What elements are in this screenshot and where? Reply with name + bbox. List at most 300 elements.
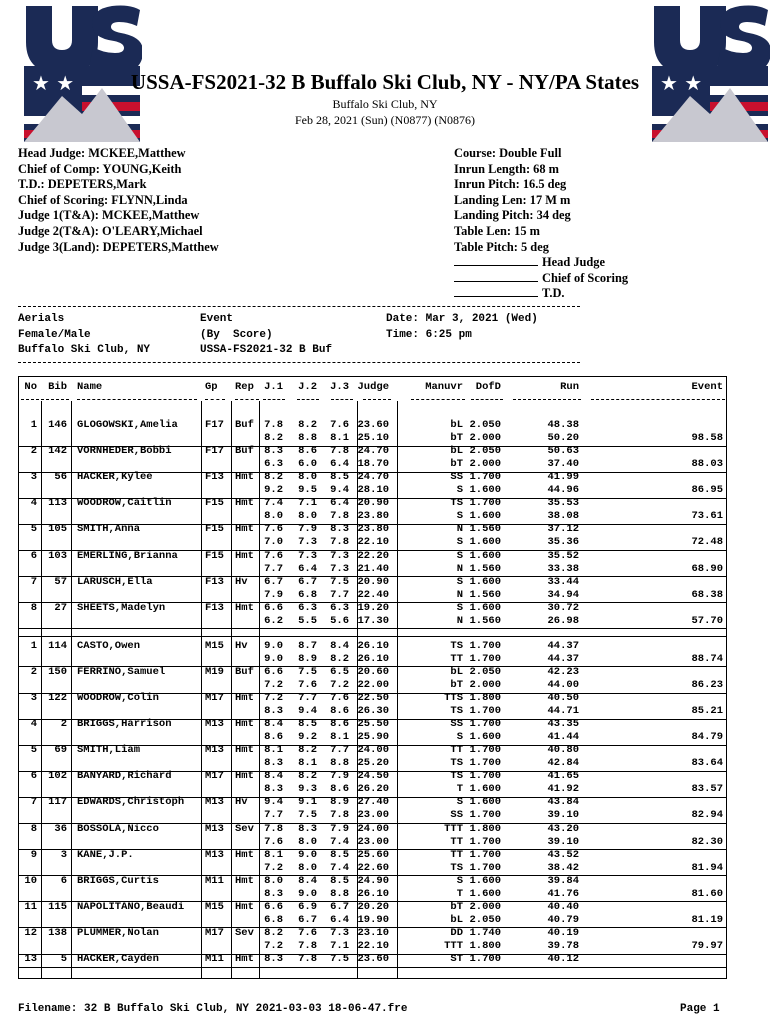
bib-number: 2 bbox=[60, 718, 67, 731]
run-score: 40.12 bbox=[547, 953, 579, 965]
judge-1-score: 9.2 bbox=[264, 484, 283, 497]
athlete-name: HACKER,Cayden bbox=[77, 953, 159, 965]
bib-number: 102 bbox=[48, 770, 67, 783]
judge-2-score: 8.0 bbox=[298, 510, 317, 523]
judge-1-score: 8.1 bbox=[264, 848, 283, 861]
degree-of-difficulty: 1.700 bbox=[469, 835, 501, 848]
age-group: F15 bbox=[205, 497, 224, 510]
degree-of-difficulty: 1.700 bbox=[469, 770, 501, 783]
judge-2-score: 7.3 bbox=[298, 536, 317, 549]
judge-2-score: 8.0 bbox=[298, 471, 317, 484]
degree-of-difficulty: 2.000 bbox=[469, 678, 501, 691]
rank-number: 5 bbox=[30, 523, 37, 536]
rank-number: 13 bbox=[24, 953, 37, 965]
column-separator bbox=[41, 401, 42, 978]
judge-1-score: 8.3 bbox=[264, 445, 283, 458]
athlete-name: FERRINO,Samuel bbox=[77, 665, 166, 678]
run-score: 26.98 bbox=[547, 614, 579, 627]
age-group: M17 bbox=[205, 926, 224, 939]
maneuver-code: T bbox=[456, 887, 463, 900]
judge-3-score: 7.3 bbox=[330, 562, 349, 575]
athlete-name: KANE,J.P. bbox=[77, 848, 134, 861]
event-score: 85.21 bbox=[691, 705, 723, 718]
degree-of-difficulty: 1.700 bbox=[469, 497, 501, 510]
club-rep: Buf bbox=[235, 445, 254, 458]
judge-2-score: 7.1 bbox=[298, 497, 317, 510]
hdr-manuvr: Manuvr bbox=[425, 381, 463, 393]
degree-of-difficulty: 1.600 bbox=[469, 796, 501, 809]
event-info-col1: Aerials Female/Male Buffalo Ski Club, NY bbox=[18, 313, 151, 357]
maneuver-code: N bbox=[456, 588, 463, 601]
judge-1-score: 7.2 bbox=[264, 939, 283, 952]
judge-1-score: 9.4 bbox=[264, 796, 283, 809]
judge-2-score: 8.5 bbox=[298, 718, 317, 731]
degree-of-difficulty: 1.700 bbox=[469, 652, 501, 665]
judge-1-score: 7.9 bbox=[264, 588, 283, 601]
degree-of-difficulty: 1.600 bbox=[469, 601, 501, 614]
judge-total: 23.00 bbox=[357, 809, 389, 822]
run-score: 44.00 bbox=[547, 678, 579, 691]
age-group: M13 bbox=[205, 822, 224, 835]
rank-number: 4 bbox=[30, 718, 37, 731]
athlete-name: NAPOLITANO,Beaudi bbox=[77, 900, 185, 913]
bib-number: 27 bbox=[54, 601, 67, 614]
judge-1-score: 7.7 bbox=[264, 809, 283, 822]
degree-of-difficulty: 1.560 bbox=[469, 523, 501, 536]
official-line: Head Judge: MCKEE,Matthew bbox=[18, 146, 186, 160]
age-group: M11 bbox=[205, 874, 224, 887]
maneuver-code: S bbox=[456, 575, 463, 588]
run-score: 41.44 bbox=[547, 731, 579, 744]
judge-total: 24.00 bbox=[357, 744, 389, 757]
judge-3-score: 6.3 bbox=[330, 601, 349, 614]
rank-number: 11 bbox=[24, 900, 37, 913]
judge-2-score: 8.2 bbox=[298, 419, 317, 431]
club-rep: Hmt bbox=[235, 549, 254, 562]
maneuver-code: SS bbox=[450, 471, 463, 484]
degree-of-difficulty: 1.560 bbox=[469, 562, 501, 575]
header-underline bbox=[591, 399, 725, 400]
event-score: 86.95 bbox=[691, 484, 723, 497]
maneuver-code: TT bbox=[450, 835, 463, 848]
athlete-name: SMITH,Anna bbox=[77, 523, 141, 536]
group-separator bbox=[19, 636, 726, 638]
signature-td: T.D. bbox=[454, 286, 565, 301]
event-score: 82.30 bbox=[691, 835, 723, 848]
footer-filename: Filename: 32 B Buffalo Ski Club, NY 2021-03-03 18-06-47.fre bbox=[18, 1003, 408, 1015]
judge-3-score: 7.3 bbox=[330, 926, 349, 939]
degree-of-difficulty: 1.800 bbox=[469, 939, 501, 952]
judge-3-score: 6.4 bbox=[330, 458, 349, 471]
degree-of-difficulty: 2.000 bbox=[469, 900, 501, 913]
judge-2-score: 6.7 bbox=[298, 575, 317, 588]
run-score: 42.23 bbox=[547, 665, 579, 678]
club-rep: Buf bbox=[235, 665, 254, 678]
athlete-name: WOODROW,Colin bbox=[77, 692, 159, 704]
degree-of-difficulty: 1.700 bbox=[469, 953, 501, 965]
rank-number: 6 bbox=[30, 549, 37, 562]
judge-1-score: 8.2 bbox=[264, 926, 283, 939]
judge-total: 23.00 bbox=[357, 835, 389, 848]
judge-2-score: 9.3 bbox=[298, 783, 317, 796]
run-score: 41.65 bbox=[547, 770, 579, 783]
signature-head-judge: Head Judge bbox=[454, 255, 605, 270]
judge-3-score: 7.8 bbox=[330, 510, 349, 523]
judge-1-score: 7.2 bbox=[264, 861, 283, 874]
maneuver-code: bT bbox=[450, 900, 463, 913]
rank-number: 1 bbox=[30, 639, 37, 652]
degree-of-difficulty: 1.700 bbox=[469, 861, 501, 874]
degree-of-difficulty: 2.050 bbox=[469, 665, 501, 678]
official-line: Judge 1(T&A): MCKEE,Matthew bbox=[18, 208, 200, 223]
run-score: 35.52 bbox=[547, 549, 579, 562]
run-score: 44.37 bbox=[547, 652, 579, 665]
maneuver-code: SS bbox=[450, 809, 463, 822]
judge-1-score: 6.2 bbox=[264, 614, 283, 627]
judge-3-score: 8.3 bbox=[330, 523, 349, 536]
athlete-name: SHEETS,Madelyn bbox=[77, 601, 166, 614]
bib-number: 36 bbox=[54, 822, 67, 835]
judge-1-score: 8.3 bbox=[264, 705, 283, 718]
judge-2-score: 8.1 bbox=[298, 757, 317, 770]
judge-3-score: 7.5 bbox=[330, 575, 349, 588]
divider bbox=[18, 306, 580, 307]
club-rep: Buf bbox=[235, 419, 254, 431]
column-separator bbox=[357, 401, 358, 978]
header-underline bbox=[21, 399, 39, 400]
event-score: 83.64 bbox=[691, 757, 723, 770]
judge-1-score: 7.6 bbox=[264, 549, 283, 562]
club-rep: Hmt bbox=[235, 848, 254, 861]
maneuver-code: S bbox=[456, 796, 463, 809]
judge-1-score: 7.7 bbox=[264, 562, 283, 575]
judge-2-score: 6.4 bbox=[298, 562, 317, 575]
judge-1-score: 6.8 bbox=[264, 913, 283, 926]
club-rep: Hmt bbox=[235, 471, 254, 484]
judge-3-score: 9.4 bbox=[330, 484, 349, 497]
judge-total: 20.60 bbox=[357, 665, 389, 678]
judge-3-score: 7.2 bbox=[330, 678, 349, 691]
judge-3-score: 8.1 bbox=[330, 432, 349, 445]
judge-total: 24.50 bbox=[357, 770, 389, 783]
rank-number: 3 bbox=[30, 471, 37, 484]
judge-total: 25.90 bbox=[357, 731, 389, 744]
judge-total: 23.80 bbox=[357, 523, 389, 536]
judge-3-score: 8.8 bbox=[330, 887, 349, 900]
maneuver-code: N bbox=[456, 614, 463, 627]
judge-total: 17.30 bbox=[357, 614, 389, 627]
club-rep: Sev bbox=[235, 822, 254, 835]
club-rep: Hmt bbox=[235, 497, 254, 510]
maneuver-code: bL bbox=[450, 419, 463, 431]
event-score: 81.60 bbox=[691, 887, 723, 900]
age-group: M15 bbox=[205, 900, 224, 913]
athlete-name: WOODROW,Caitlin bbox=[77, 497, 172, 510]
maneuver-code: ST bbox=[450, 953, 463, 965]
divider bbox=[18, 362, 580, 363]
maneuver-code: TTS bbox=[444, 692, 463, 704]
maneuver-code: S bbox=[456, 549, 463, 562]
hdr-j3: J.3 bbox=[330, 381, 349, 393]
bib-number: 138 bbox=[48, 926, 67, 939]
rank-number: 6 bbox=[30, 770, 37, 783]
judge-2-score: 8.3 bbox=[298, 822, 317, 835]
club-rep: Hmt bbox=[235, 744, 254, 757]
club-rep: Hv bbox=[235, 796, 248, 809]
judge-2-score: 7.5 bbox=[298, 665, 317, 678]
judge-total: 22.20 bbox=[357, 549, 389, 562]
hdr-judge: Judge bbox=[357, 381, 389, 393]
run-score: 42.84 bbox=[547, 757, 579, 770]
judge-3-score: 8.6 bbox=[330, 783, 349, 796]
maneuver-code: bT bbox=[450, 678, 463, 691]
event-score: 88.03 bbox=[691, 458, 723, 471]
degree-of-difficulty: 1.560 bbox=[469, 588, 501, 601]
maneuver-code: TS bbox=[450, 639, 463, 652]
rank-number: 10 bbox=[24, 874, 37, 887]
maneuver-code: TT bbox=[450, 652, 463, 665]
judge-2-score: 8.2 bbox=[298, 770, 317, 783]
age-group: M17 bbox=[205, 692, 224, 704]
official-line: Chief of Comp: YOUNG,Keith bbox=[18, 161, 182, 176]
event-score: 68.38 bbox=[691, 588, 723, 601]
official-line: Judge 3(Land): DEPETERS,Matthew bbox=[18, 239, 219, 254]
degree-of-difficulty: 2.000 bbox=[469, 458, 501, 471]
degree-of-difficulty: 1.700 bbox=[469, 718, 501, 731]
club-rep: Hmt bbox=[235, 953, 254, 965]
age-group: M15 bbox=[205, 639, 224, 652]
athlete-name: BOSSOLA,Nicco bbox=[77, 822, 159, 835]
degree-of-difficulty: 2.050 bbox=[469, 419, 501, 431]
judge-total: 21.40 bbox=[357, 562, 389, 575]
maneuver-code: TTT bbox=[444, 822, 463, 835]
judge-1-score: 9.0 bbox=[264, 639, 283, 652]
run-score: 35.36 bbox=[547, 536, 579, 549]
judge-total: 20.90 bbox=[357, 575, 389, 588]
run-score: 44.71 bbox=[547, 705, 579, 718]
age-group: F17 bbox=[205, 445, 224, 458]
run-score: 30.72 bbox=[547, 601, 579, 614]
judge-total: 24.70 bbox=[357, 445, 389, 458]
judge-1-score: 6.6 bbox=[264, 601, 283, 614]
degree-of-difficulty: 1.700 bbox=[469, 809, 501, 822]
event-score: 68.90 bbox=[691, 562, 723, 575]
judge-total: 28.10 bbox=[357, 484, 389, 497]
judge-2-score: 7.7 bbox=[298, 692, 317, 704]
run-score: 35.53 bbox=[547, 497, 579, 510]
age-group: M13 bbox=[205, 744, 224, 757]
judge-1-score: 7.6 bbox=[264, 523, 283, 536]
maneuver-code: N bbox=[456, 562, 463, 575]
bib-number: 113 bbox=[48, 497, 67, 510]
run-score: 37.40 bbox=[547, 458, 579, 471]
judge-total: 23.10 bbox=[357, 926, 389, 939]
club-rep: Hmt bbox=[235, 900, 254, 913]
age-group: M17 bbox=[205, 770, 224, 783]
age-group: F13 bbox=[205, 601, 224, 614]
degree-of-difficulty: 1.560 bbox=[469, 614, 501, 627]
degree-of-difficulty: 1.700 bbox=[469, 848, 501, 861]
club-subtitle: Buffalo Ski Club, NY bbox=[332, 97, 438, 111]
judge-3-score: 8.8 bbox=[330, 757, 349, 770]
judge-2-score: 6.8 bbox=[298, 588, 317, 601]
header-underline bbox=[205, 399, 225, 400]
signature-chief-scoring: Chief of Scoring bbox=[454, 271, 628, 286]
degree-of-difficulty: 1.800 bbox=[469, 822, 501, 835]
judge-2-score: 7.6 bbox=[298, 678, 317, 691]
judge-total: 24.90 bbox=[357, 874, 389, 887]
judge-1-score: 8.3 bbox=[264, 783, 283, 796]
maneuver-code: TS bbox=[450, 497, 463, 510]
judge-1-score: 6.3 bbox=[264, 458, 283, 471]
judge-1-score: 7.0 bbox=[264, 536, 283, 549]
athlete-name: HACKER,Kylee bbox=[77, 471, 153, 484]
bib-number: 114 bbox=[48, 639, 67, 652]
course-line: Landing Pitch: 34 deg bbox=[454, 208, 571, 223]
club-rep: Hmt bbox=[235, 692, 254, 704]
maneuver-code: S bbox=[456, 510, 463, 523]
degree-of-difficulty: 2.050 bbox=[469, 445, 501, 458]
header-underline bbox=[263, 399, 285, 400]
degree-of-difficulty: 1.700 bbox=[469, 757, 501, 770]
header-underline bbox=[513, 399, 581, 400]
judge-2-score: 9.1 bbox=[298, 796, 317, 809]
judge-1-score: 8.1 bbox=[264, 744, 283, 757]
degree-of-difficulty: 1.740 bbox=[469, 926, 501, 939]
hdr-run: Run bbox=[560, 381, 579, 393]
athlete-name: EMERLING,Brianna bbox=[77, 549, 178, 562]
maneuver-code: S bbox=[456, 484, 463, 497]
row-separator bbox=[19, 967, 726, 969]
date-subtitle: Feb 28, 2021 (Sun) (N0877) (N0876) bbox=[295, 113, 475, 127]
judge-total: 27.40 bbox=[357, 796, 389, 809]
course-line: Inrun Pitch: 16.5 deg bbox=[454, 177, 567, 192]
event-score: 72.48 bbox=[691, 536, 723, 549]
judge-1-score: 7.8 bbox=[264, 419, 283, 431]
run-score: 41.99 bbox=[547, 471, 579, 484]
rank-number: 9 bbox=[30, 848, 37, 861]
judge-total: 26.10 bbox=[357, 887, 389, 900]
maneuver-code: bL bbox=[450, 913, 463, 926]
judge-2-score: 5.5 bbox=[298, 614, 317, 627]
judge-total: 26.10 bbox=[357, 639, 389, 652]
maneuver-code: S bbox=[456, 874, 463, 887]
maneuver-code: S bbox=[456, 731, 463, 744]
header-underline bbox=[41, 399, 69, 400]
official-line: Chief of Scoring: FLYNN,Linda bbox=[18, 192, 188, 207]
athlete-name: BANYARD,Richard bbox=[77, 770, 172, 783]
judge-total: 20.90 bbox=[357, 497, 389, 510]
event-score: 84.79 bbox=[691, 731, 723, 744]
judge-3-score: 6.7 bbox=[330, 900, 349, 913]
judge-3-score: 7.5 bbox=[330, 953, 349, 965]
run-score: 39.78 bbox=[547, 939, 579, 952]
maneuver-code: TT bbox=[450, 848, 463, 861]
run-score: 43.35 bbox=[547, 718, 579, 731]
rank-number: 5 bbox=[30, 744, 37, 757]
header-underline bbox=[331, 399, 353, 400]
judge-2-score: 9.5 bbox=[298, 484, 317, 497]
judge-total: 18.70 bbox=[357, 458, 389, 471]
judge-total: 25.10 bbox=[357, 432, 389, 445]
rank-number: 3 bbox=[30, 692, 37, 704]
course-line: Table Len: 15 m bbox=[454, 223, 540, 238]
judge-2-score: 7.5 bbox=[298, 809, 317, 822]
official-line: Judge 2(T&A): O'LEARY,Michael bbox=[18, 223, 203, 238]
course-line: Landing Len: 17 M m bbox=[454, 192, 571, 207]
judge-1-score: 8.3 bbox=[264, 887, 283, 900]
judge-1-score: 7.6 bbox=[264, 835, 283, 848]
column-separator bbox=[71, 401, 72, 978]
bib-number: 5 bbox=[60, 953, 67, 965]
judge-1-score: 7.2 bbox=[264, 692, 283, 704]
judge-1-score: 8.4 bbox=[264, 770, 283, 783]
run-score: 34.94 bbox=[547, 588, 579, 601]
judge-3-score: 7.8 bbox=[330, 445, 349, 458]
judge-3-score: 7.9 bbox=[330, 822, 349, 835]
judge-total: 24.70 bbox=[357, 471, 389, 484]
header-underline bbox=[471, 399, 503, 400]
run-score: 44.96 bbox=[547, 484, 579, 497]
officials-left bbox=[18, 146, 219, 255]
club-rep: Hmt bbox=[235, 601, 254, 614]
event-score: 88.74 bbox=[691, 652, 723, 665]
run-score: 39.84 bbox=[547, 874, 579, 887]
run-score: 43.84 bbox=[547, 796, 579, 809]
rank-number: 1 bbox=[30, 419, 37, 431]
rank-number: 7 bbox=[30, 796, 37, 809]
judge-2-score: 9.0 bbox=[298, 887, 317, 900]
degree-of-difficulty: 1.600 bbox=[469, 484, 501, 497]
athlete-name: BRIGGS,Curtis bbox=[77, 874, 159, 887]
judge-1-score: 8.0 bbox=[264, 874, 283, 887]
degree-of-difficulty: 1.700 bbox=[469, 639, 501, 652]
athlete-name: CASTO,Owen bbox=[77, 639, 141, 652]
course-line: Table Pitch: 5 deg bbox=[454, 239, 549, 254]
judge-3-score: 8.2 bbox=[330, 652, 349, 665]
bib-number: 69 bbox=[54, 744, 67, 757]
run-score: 40.50 bbox=[547, 692, 579, 704]
judge-3-score: 6.5 bbox=[330, 665, 349, 678]
judge-3-score: 7.8 bbox=[330, 536, 349, 549]
judge-2-score: 6.9 bbox=[298, 900, 317, 913]
event-info-col3: Date: Mar 3, 2021 (Wed) Time: 6:25 pm bbox=[386, 313, 538, 341]
athlete-name: LARUSCH,Ella bbox=[77, 575, 153, 588]
judge-3-score: 8.4 bbox=[330, 639, 349, 652]
club-rep: Sev bbox=[235, 926, 254, 939]
judge-3-score: 8.1 bbox=[330, 731, 349, 744]
degree-of-difficulty: 1.600 bbox=[469, 510, 501, 523]
header-underline bbox=[363, 399, 391, 400]
rank-number: 12 bbox=[24, 926, 37, 939]
bib-number: 142 bbox=[48, 445, 67, 458]
judge-1-score: 7.8 bbox=[264, 822, 283, 835]
judge-2-score: 8.6 bbox=[298, 445, 317, 458]
judge-total: 22.50 bbox=[357, 692, 389, 704]
degree-of-difficulty: 1.600 bbox=[469, 575, 501, 588]
degree-of-difficulty: 1.600 bbox=[469, 549, 501, 562]
run-score: 43.52 bbox=[547, 848, 579, 861]
hdr-name: Name bbox=[77, 381, 103, 393]
event-score: 79.97 bbox=[691, 939, 723, 952]
judge-1-score: 7.2 bbox=[264, 678, 283, 691]
column-separator bbox=[259, 401, 260, 978]
judge-total: 26.10 bbox=[357, 652, 389, 665]
hdr-rep: Rep bbox=[235, 381, 254, 393]
column-separator bbox=[397, 401, 398, 978]
degree-of-difficulty: 2.000 bbox=[469, 432, 501, 445]
judge-total: 22.00 bbox=[357, 678, 389, 691]
